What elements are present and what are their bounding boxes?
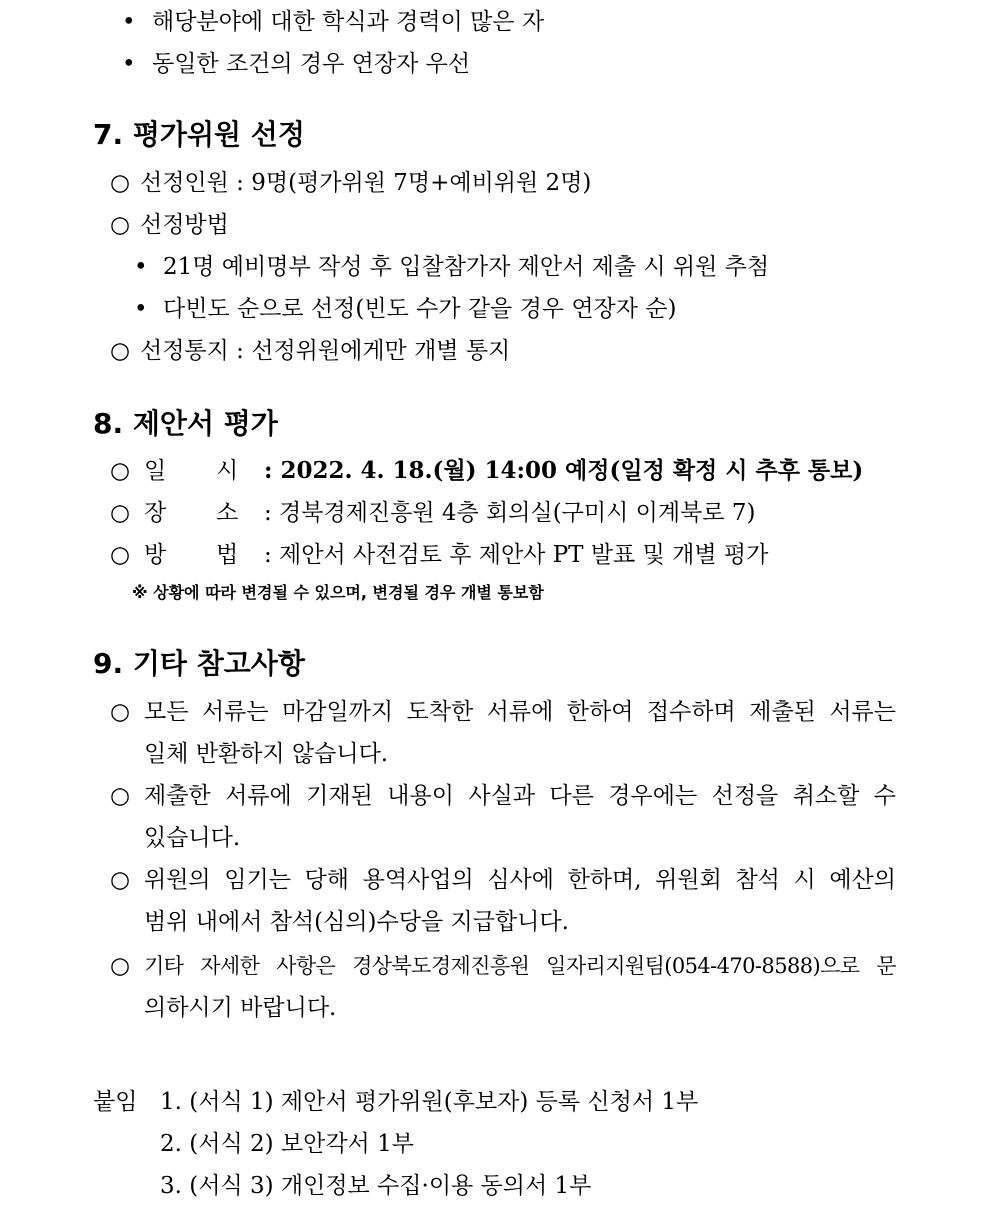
- bullet-dot: •: [122, 51, 136, 77]
- bullet-circle: ○: [110, 783, 131, 809]
- section-9-heading: 9. 기타 참고사항: [93, 647, 305, 680]
- section-8-heading: 8. 제안서 평가: [93, 407, 278, 440]
- s8-method-label-1: 방: [144, 542, 167, 568]
- s8-note: ※ 상황에 따라 변경될 수 있으며, 변경될 경우 개별 통보함: [132, 583, 544, 602]
- bullet-dot: •: [134, 296, 148, 322]
- bullet-dot: •: [122, 9, 136, 35]
- bullet-circle: ○: [110, 699, 131, 725]
- s9-item-1-line-2: 일체 반환하지 않습니다.: [144, 741, 389, 767]
- bullet-circle: ○: [110, 170, 131, 196]
- s7-method-2: 다빈도 순으로 선정(빈도 수가 같을 경우 연장자 순): [163, 296, 677, 322]
- s8-place-value: : 경북경제진흥원 4층 회의실(구미시 이계북로 7): [264, 500, 756, 526]
- bullet-circle: ○: [110, 212, 131, 238]
- s9-item-4-line-2: 의하시기 바랍니다.: [144, 995, 337, 1021]
- s8-place-label-1: 장: [144, 500, 167, 526]
- s8-method-row: [144, 539, 768, 571]
- bullet-circle: ○: [110, 542, 131, 568]
- s9-item-3-line-2: 범위 내에서 참석(심의)수당을 지급합니다.: [144, 909, 569, 935]
- s9-item-3-line-1: 위원의 임기는 당해 용역사업의 심사에 한하며, 위원회 참석 시 예산의: [144, 867, 896, 893]
- bullet-circle: ○: [110, 953, 131, 979]
- s7-method-title: 선정방법: [140, 212, 229, 238]
- s8-method-label-2: 법: [216, 542, 239, 568]
- intro-bullet-2: 동일한 조건의 경우 연장자 우선: [152, 51, 471, 77]
- s9-item-2-line-1: 제출한 서류에 기재된 내용이 사실과 다른 경우에는 선정을 취소할 수: [144, 783, 896, 809]
- bullet-dot: •: [134, 254, 148, 280]
- s8-method-value: : 제안서 사전검토 후 제안사 PT 발표 및 개별 평가: [264, 542, 769, 568]
- s8-date-label-2: 시: [216, 458, 239, 484]
- s8-place-row: [144, 497, 755, 529]
- bullet-circle: ○: [110, 458, 131, 484]
- section-7-heading: 7. 평가위원 선정: [93, 118, 305, 151]
- bullet-circle: ○: [110, 500, 131, 526]
- s8-place-label-2: 소: [216, 500, 239, 526]
- s7-notice: 선정통지 : 선정위원에게만 개별 통지: [140, 338, 511, 364]
- s9-item-2-line-2: 있습니다.: [144, 825, 241, 851]
- bullet-circle: ○: [110, 338, 131, 364]
- s8-date-row: [144, 455, 863, 487]
- s9-item-1-line-1: 모든 서류는 마감일까지 도착한 서류에 한하여 접수하며 제출된 서류는: [144, 699, 896, 725]
- attach-item-3: 3. (서식 3) 개인정보 수집·이용 동의서 1부: [160, 1173, 592, 1199]
- attach-item-2: 2. (서식 2) 보안각서 1부: [160, 1131, 414, 1157]
- intro-bullet-1: 해당분야에 대한 학식과 경력이 많은 자: [152, 9, 545, 35]
- attach-label: 붙임: [93, 1089, 138, 1115]
- s7-method-1: 21명 예비명부 작성 후 입찰참가자 제안서 제출 시 위원 추첨: [163, 254, 770, 280]
- s8-date-label-1: 일: [144, 458, 167, 484]
- s8-date-value: : 2022. 4. 18.(월) 14:00 예정(일정 확정 시 추후 통보): [264, 457, 864, 484]
- attach-item-1: 1. (서식 1) 제안서 평가위원(후보자) 등록 신청서 1부: [160, 1089, 699, 1115]
- s7-count: 선정인원 : 9명(평가위원 7명+예비위원 2명): [140, 170, 592, 196]
- s9-item-4-line-1: 기타 자세한 사항은 경상북도경제진흥원 일자리지원팀(054-470-8588)으로 문: [144, 954, 896, 978]
- bullet-circle: ○: [110, 867, 131, 893]
